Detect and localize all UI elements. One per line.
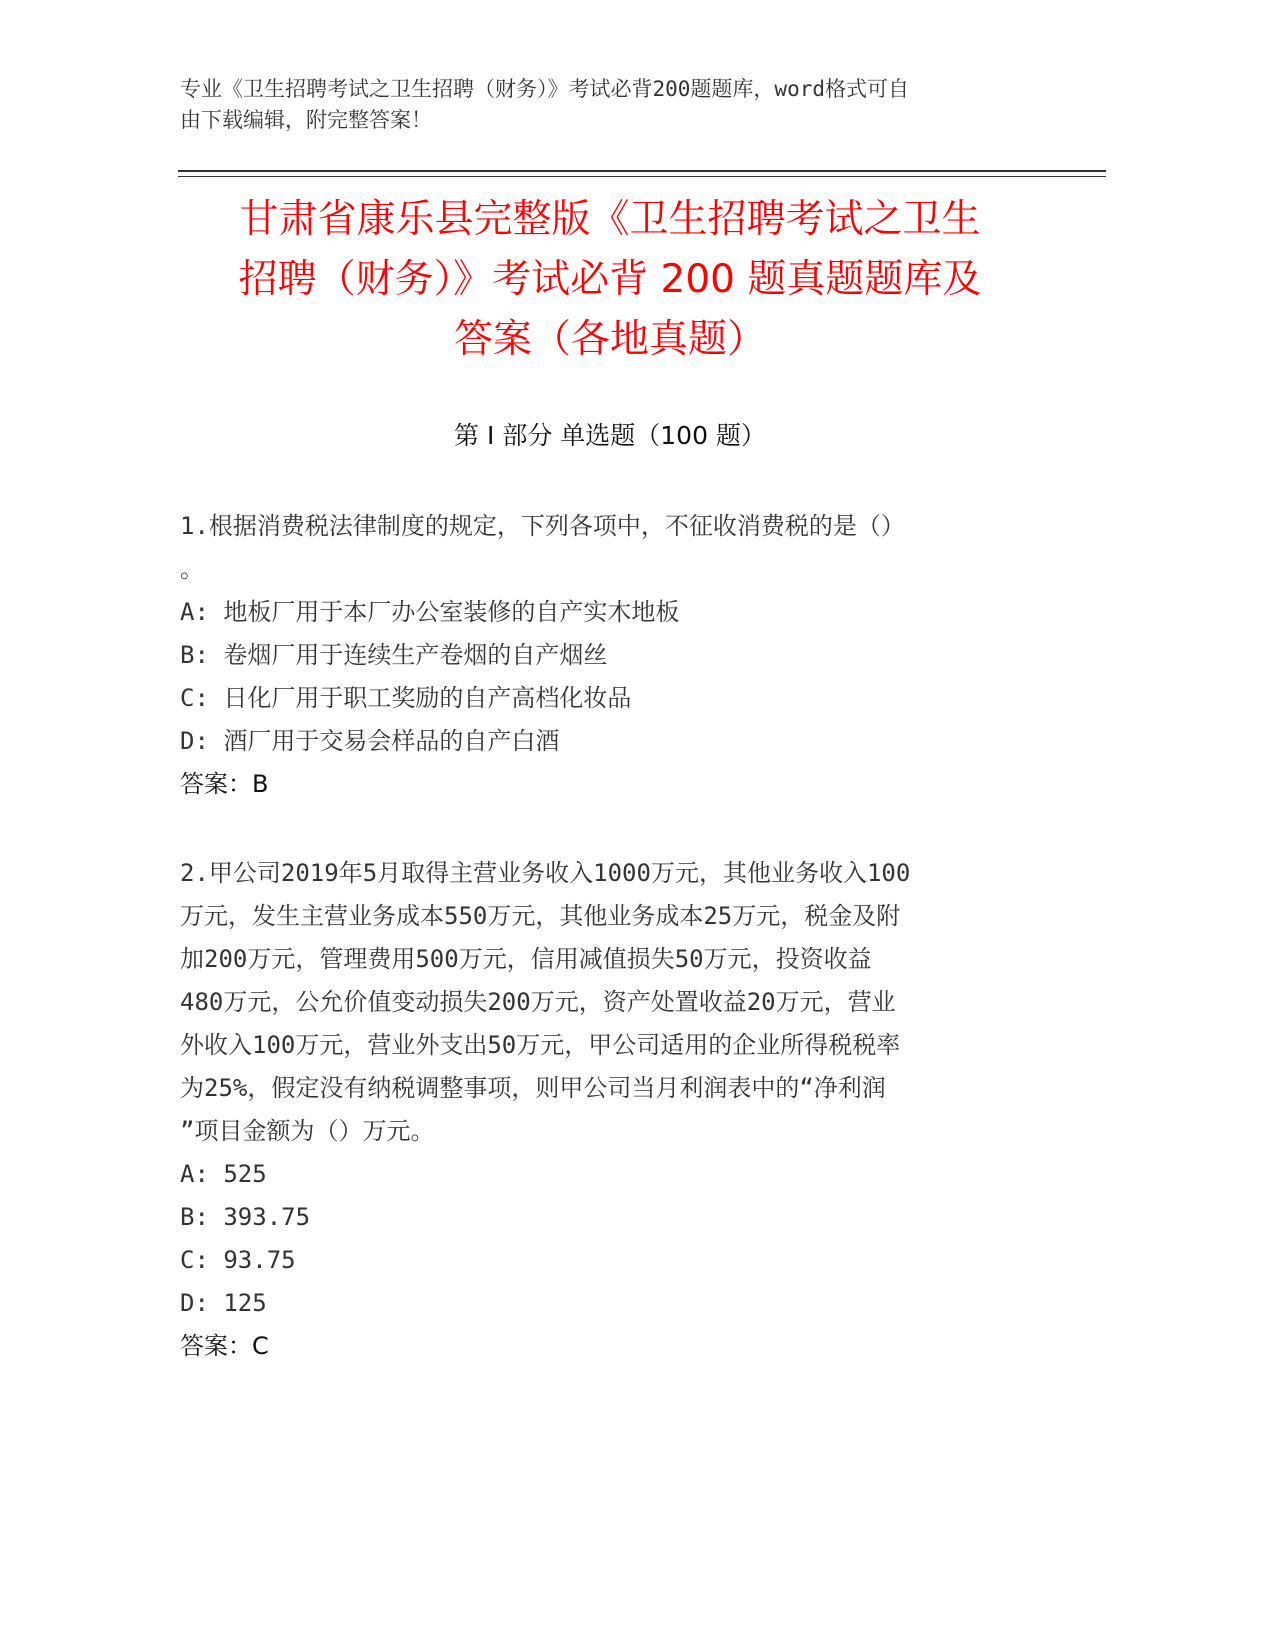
- question-stem-line: 480万元，公允价值变动损失200万元，资产处置收益20万元，营业: [180, 988, 896, 1016]
- option-b: B: 393.75: [180, 1203, 311, 1231]
- option-d: D: 125: [180, 1289, 267, 1317]
- answer-label: 答案：C: [180, 1332, 269, 1360]
- question-stem-line: 1.根据消费税法律制度的规定，下列各项中，不征收消费税的是（）: [180, 512, 905, 540]
- document-title-line-3: 答案（各地真题）: [453, 317, 766, 362]
- document-title: [180, 190, 1040, 370]
- option-a: A: 地板厂用于本厂办公室装修的自产实木地板: [180, 598, 680, 626]
- question-2: [180, 852, 1040, 1368]
- question-stem-line: 外收入100万元，营业外支出50万元，甲公司适用的企业所得税税率: [180, 1031, 901, 1059]
- header-note-line-2: 由下载编辑，附完整答案！: [180, 108, 432, 132]
- option-c: C: 日化厂用于职工奖励的自产高档化妆品: [180, 684, 632, 712]
- answer-label: 答案：B: [180, 770, 269, 798]
- question-stem-line: 。: [180, 555, 204, 583]
- document-title-line-1: 甘肃省康乐县完整版《卫生招聘考试之卫生: [239, 197, 981, 242]
- option-a: A: 525: [180, 1160, 267, 1188]
- section-title: 第 I 部分 单选题（100 题）: [454, 421, 766, 450]
- question-stem-line: 2.甲公司2019年5月取得主营业务收入1000万元，其他业务收入100: [180, 859, 911, 887]
- document-title-line-2: 招聘（财务）》考试必背 200 题真题题库及: [238, 257, 982, 302]
- question-stem-line: 加200万元，管理费用500万元，信用减值损失50万元，投资收益: [180, 945, 872, 973]
- header-divider-thick: [178, 170, 1106, 172]
- header-divider-thin: [178, 176, 1106, 177]
- question-stem-line: 为25%，假定没有纳税调整事项，则甲公司当月利润表中的“净利润: [180, 1074, 886, 1102]
- header-note: [180, 74, 1040, 136]
- option-c: C: 93.75: [180, 1246, 296, 1274]
- question-1: [180, 505, 1040, 806]
- option-b: B: 卷烟厂用于连续生产卷烟的自产烟丝: [180, 641, 608, 669]
- question-stem-line: 万元，发生主营业务成本550万元，其他业务成本25万元，税金及附: [180, 902, 901, 930]
- header-note-line-1: 专业《卫生招聘考试之卫生招聘（财务）》考试必背200题题库，word格式可自: [180, 77, 909, 101]
- option-d: D: 酒厂用于交易会样品的自产白酒: [180, 727, 560, 755]
- question-stem-line: ”项目金额为（）万元。: [180, 1117, 435, 1145]
